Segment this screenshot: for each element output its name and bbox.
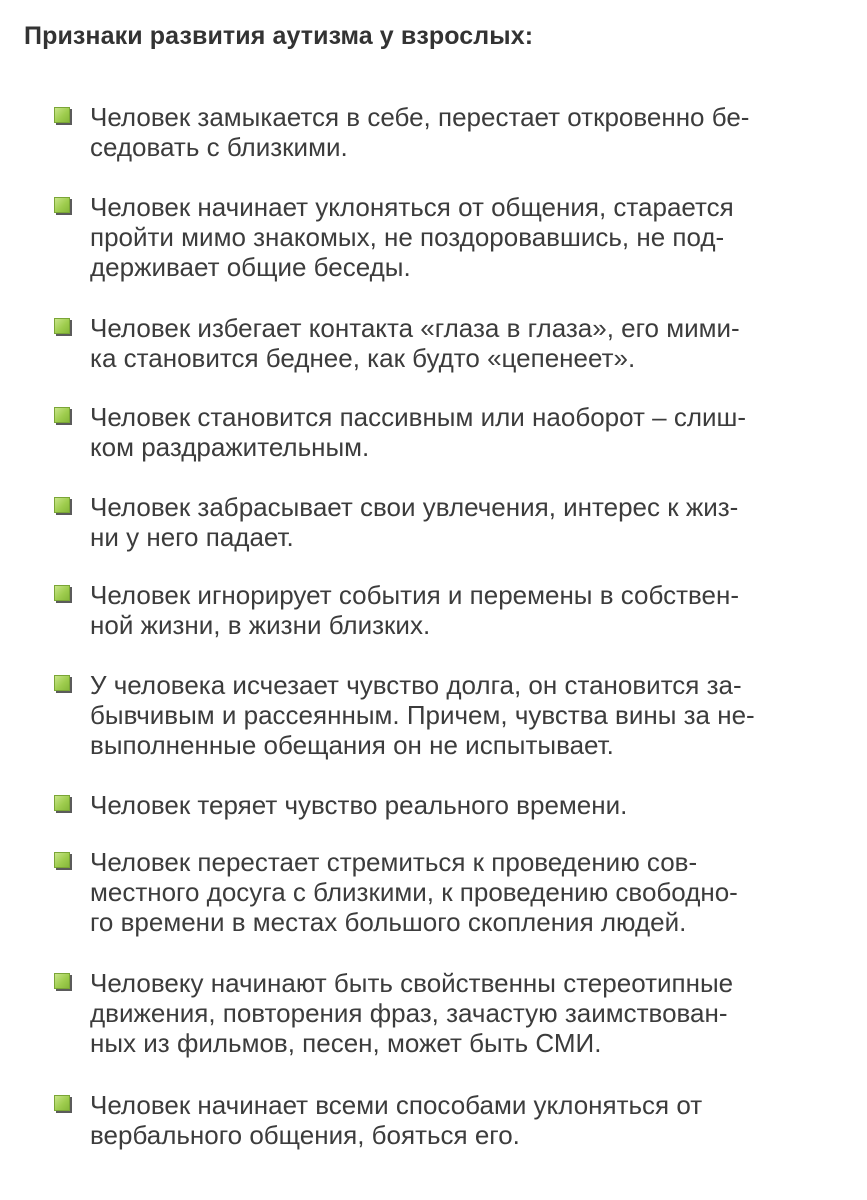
green-square-bullet-icon xyxy=(54,407,70,423)
list-item-text: У человека исчезает чувство долга, он становится за- бывчивым и рассеянным. Причем, чувства вины за не- выполненные обещания он не испытывает. xyxy=(90,670,755,760)
list-item-text: Человек забрасывает свои увлечения, интерес к жиз- ни у него падает. xyxy=(90,492,739,552)
list-item-text: Человек начинает уклоняться от общения, старается пройти мимо знакомых, не поздоровавшись, не под- держивает общие беседы. xyxy=(90,192,734,282)
list-item-text: Человек теряет чувство реального времени. xyxy=(90,790,628,820)
list-item-text: Человек игнорирует события и перемены в собствен- ной жизни, в жизни близких. xyxy=(90,580,740,640)
list-item-text: Человек начинает всеми способами уклоняться от вербального общения, бояться его. xyxy=(90,1090,703,1150)
list-item-text: Человеку начинают быть свойственны стереотипные движения, повторения фраз, зачастую заимствован- ных из фильмов, песен, может быть СМИ. xyxy=(90,968,734,1058)
green-square-bullet-icon xyxy=(54,675,70,691)
green-square-bullet-icon xyxy=(54,585,70,601)
list-item-text: Человек становится пассивным или наоборот – слиш- ком раздражительным. xyxy=(90,402,747,462)
green-square-bullet-icon xyxy=(54,852,70,868)
green-square-bullet-icon xyxy=(54,973,70,989)
green-square-bullet-icon xyxy=(54,1095,70,1111)
list-item-text: Человек избегает контакта «глаза в глаза», его мими- ка становится беднее, как будто «цепенеет». xyxy=(90,313,740,373)
list-item-text: Человек перестает стремиться к проведению сов- местного досуга с близкими, к проведению свободно- го времени в местах большого скопления людей. xyxy=(90,847,738,937)
green-square-bullet-icon xyxy=(54,197,70,213)
green-square-bullet-icon xyxy=(54,497,70,513)
green-square-bullet-icon xyxy=(54,318,70,334)
green-square-bullet-icon xyxy=(54,795,70,811)
green-square-bullet-icon xyxy=(54,107,70,123)
page-title: Признаки развития аутизма у взрослых: xyxy=(24,22,534,50)
list-item-text: Человек замыкается в себе, перестает откровенно бе- седовать с близкими. xyxy=(90,102,750,162)
